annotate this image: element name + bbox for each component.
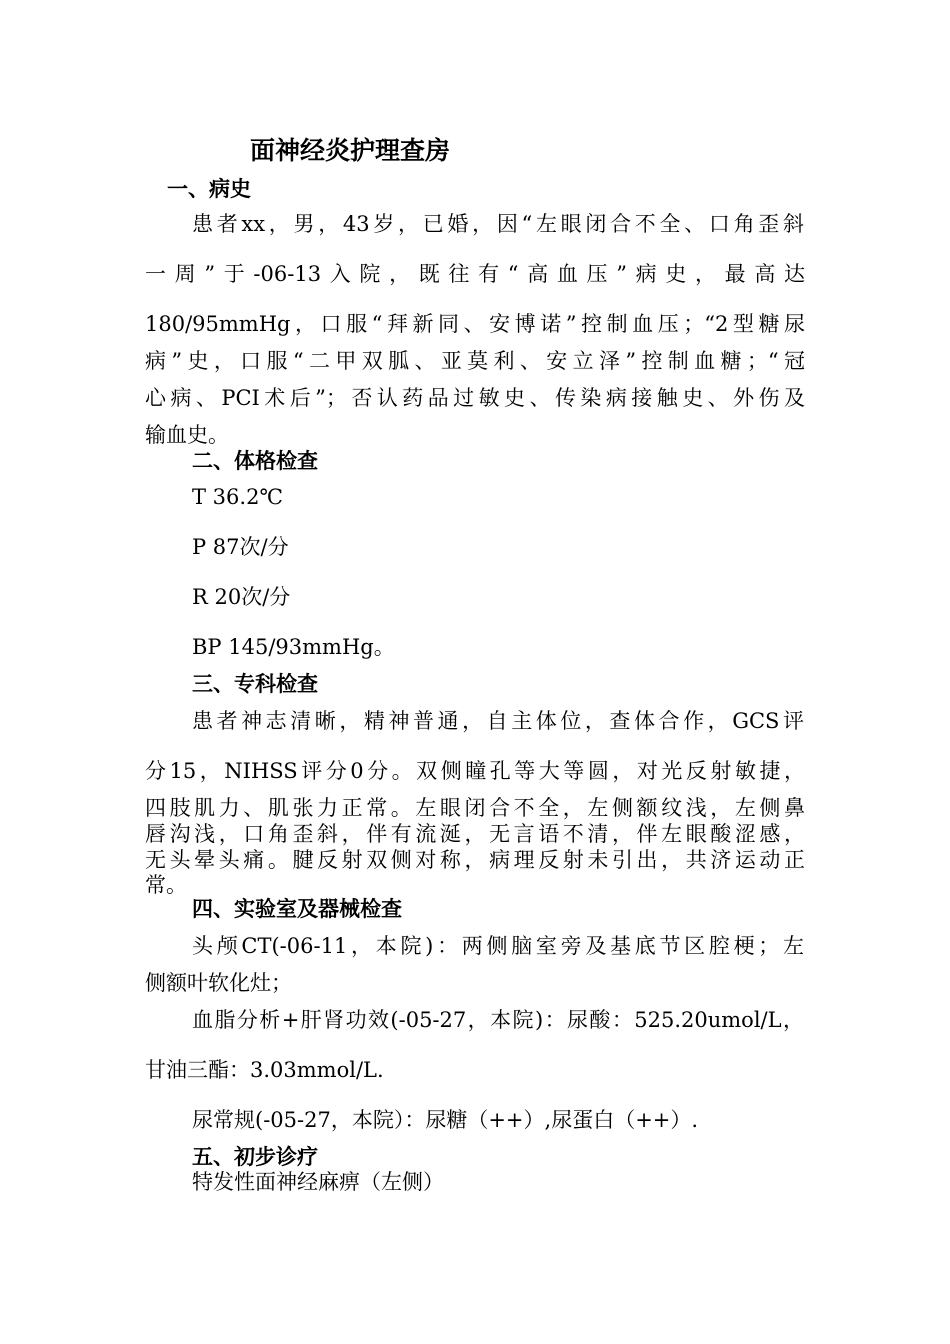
lab-line-1: 头颅CT(-06-11，本院)：两侧脑室旁及基底节区腔梗；左	[192, 934, 804, 958]
specialist-line-6: 常。	[145, 873, 187, 897]
history-line-6: 输血史。	[145, 423, 229, 447]
specialist-line-1: 患者神志清晰，精神普通，自主体位，查体合作，GCS评	[192, 709, 804, 733]
section-heading-physical-exam: 二、体格检查	[192, 449, 318, 473]
vital-pulse: P 87次/分	[192, 535, 289, 559]
specialist-line-5: 无头晕头痛。腱反射双侧对称，病理反射未引出，共济运动正	[145, 848, 805, 872]
history-line-1: 患者xx，男，43岁，已婚，因“左眼闭合不全、口角歪斜	[192, 212, 804, 236]
section-heading-diagnosis: 五、初步诊疗	[192, 1145, 318, 1169]
specialist-line-2: 分15，NIHSS评分0分。双侧瞳孔等大等圆，对光反射敏捷，	[145, 759, 805, 783]
section-heading-lab-tests: 四、实验室及器械检查	[192, 897, 402, 921]
section-heading-specialist-exam: 三、专科检查	[192, 672, 318, 696]
diagnosis-line-1: 特发性面神经麻痹（左侧）	[192, 1170, 444, 1194]
lab-line-4: 甘油三酯：3.03mmol/L.	[145, 1058, 384, 1082]
vital-blood-pressure: BP 145/93mmHg。	[192, 635, 395, 659]
specialist-line-3: 四肢肌力、肌张力正常。左眼闭合不全，左侧额纹浅，左侧鼻	[145, 796, 805, 820]
lab-line-2: 侧额叶软化灶；	[145, 971, 292, 995]
history-line-5: 心病、PCI术后”；否认药品过敏史、传染病接触史、外伤及	[145, 386, 805, 410]
history-line-3: 180/95mmHg，口服“拜新同、安博诺”控制血压；“2型糖尿	[145, 312, 805, 336]
specialist-line-4: 唇沟浅，口角歪斜，伴有流涎，无言语不清，伴左眼酸涩感，	[145, 822, 805, 846]
document-title: 面神经炎护理查房	[250, 136, 451, 165]
vital-temperature: T 36.2℃	[192, 485, 283, 509]
lab-line-5: 尿常规(-05-27，本院）：尿糖（++）,尿蛋白（++）.	[192, 1108, 699, 1132]
lab-line-3: 血脂分析+肝肾功效(-05-27，本院)：尿酸：525.20umol/L，	[192, 1008, 804, 1032]
vital-respiration: R 20次/分	[192, 585, 291, 609]
history-line-2: 一周”于-06-13入院，既往有“高血压”病史，最高达	[145, 262, 805, 286]
section-heading-history: 一、病史	[167, 177, 251, 201]
history-line-4: 病”史，口服“二甲双胍、亚莫利、安立泽”控制血糖；“冠	[145, 349, 805, 373]
